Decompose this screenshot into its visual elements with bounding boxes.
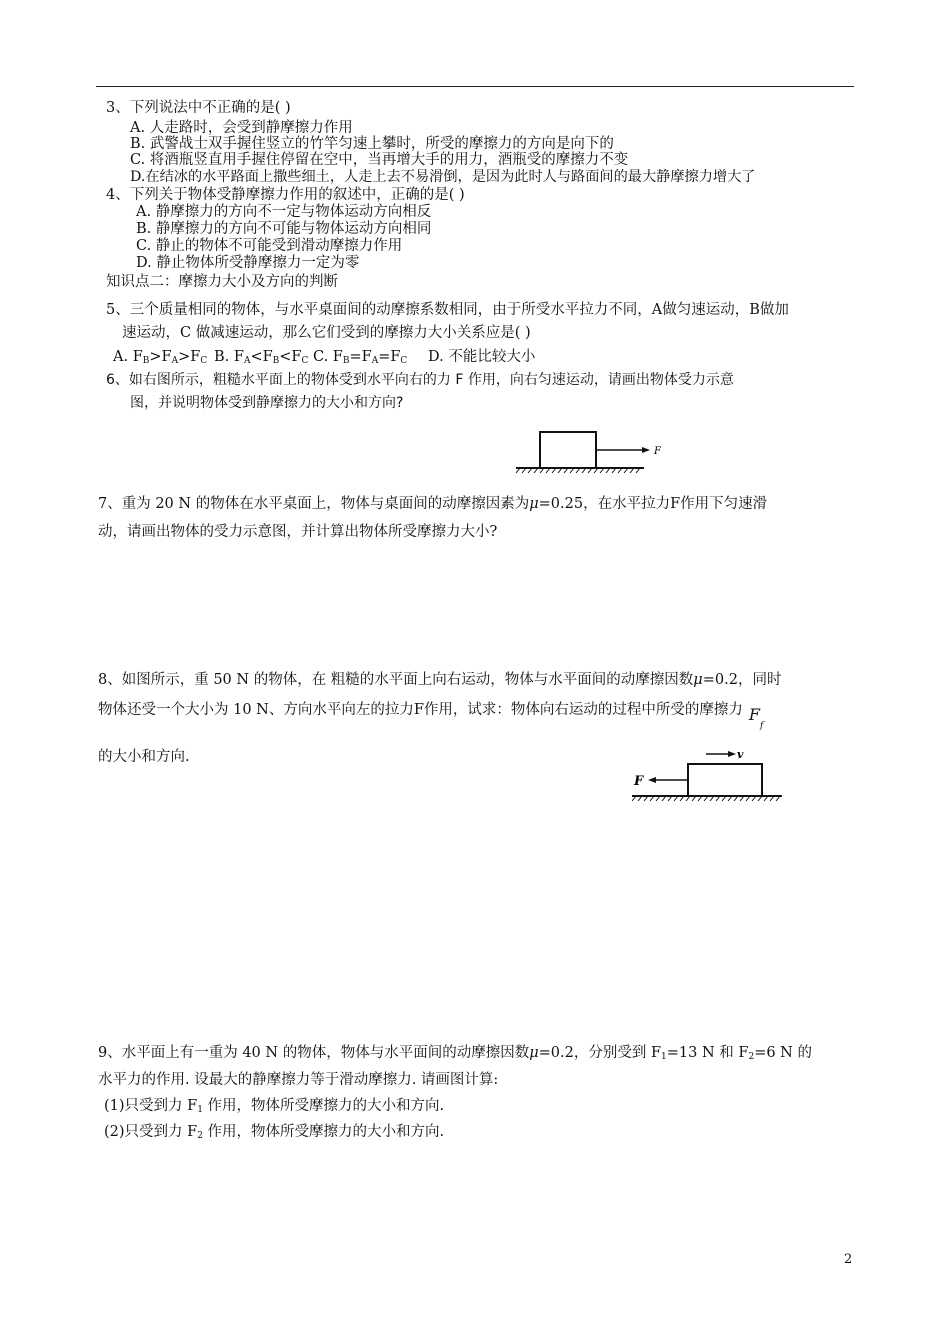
q8-line2: 物体还受一个大小为 10 N、方向水平向左的拉力F作用，试求：物体向右运动的过程中所受的摩擦力 $F_f$ bbox=[98, 702, 764, 731]
q9-line2: 水平力的作用. 设最大的静摩擦力等于滑动摩擦力. 请画图计算: bbox=[98, 1072, 499, 1088]
q4-option-b: B. 静摩擦力的方向不可能与物体运动方向相同 bbox=[136, 221, 432, 237]
q3-option-b: B. 武警战士双手握住竖立的竹竿匀速上攀时，所受的摩擦力的方向是向下的 bbox=[130, 136, 614, 152]
q3-stem: 3、下列说法中不正确的是( ) bbox=[106, 100, 291, 116]
q8-block-diagram bbox=[632, 742, 792, 804]
q8-velocity-label: v bbox=[737, 748, 744, 761]
q4-option-c: C. 静止的物体不可能受到滑动摩擦力作用 bbox=[136, 238, 403, 254]
q4-option-d: D. 静止物体所受静摩擦力一定为零 bbox=[136, 255, 360, 271]
header-rule bbox=[96, 86, 854, 87]
q9-sub2: (2)只受到力 $F_2$ 作用，物体所受摩擦力的大小和方向. bbox=[104, 1124, 445, 1141]
q8-line1: 8、如图所示，重 50 N 的物体，在 粗糙的水平面上向右运动，物体与水平面间的动摩擦因数μ=0.2，同时 bbox=[98, 672, 782, 688]
q6-line2: 图，并说明物体受到静摩擦力的大小和方向? bbox=[130, 395, 404, 411]
q6-block-diagram bbox=[512, 428, 672, 476]
q5-option-a: A. $F_B>F_A>F_C$ bbox=[113, 349, 208, 366]
q9-sub1: (1)只受到力 $F_1$ 作用，物体所受摩擦力的大小和方向. bbox=[104, 1098, 445, 1115]
q4-stem: 4、下列关于物体受静摩擦力作用的叙述中，正确的是( ) bbox=[106, 187, 465, 203]
q4-option-a: A. 静摩擦力的方向不一定与物体运动方向相反 bbox=[136, 204, 432, 220]
q6-line1: 6、如右图所示，粗糙水平面上的物体受到水平向右的力 F 作用，向右匀速运动，请画出物体受力示意 bbox=[106, 372, 734, 388]
q3-option-c: C. 将酒瓶竖直用手握住停留在空中，当再增大手的用力，酒瓶受的摩擦力不变 bbox=[130, 152, 629, 168]
q7-line2: 动，请画出物体的受力示意图，并计算出物体所受摩擦力大小? bbox=[98, 524, 498, 540]
q8-line3: 的大小和方向. bbox=[98, 749, 190, 765]
section-heading: 知识点二：摩擦力大小及方向的判断 bbox=[106, 274, 338, 290]
q8-force-label: F bbox=[634, 774, 644, 789]
q3-option-d: D.在结冰的水平路面上撒些细土，人走上去不易滑倒，是因为此时人与路面间的最大静摩擦力增大了 bbox=[130, 169, 756, 185]
q6-force-label: F bbox=[654, 446, 661, 457]
q5-option-c: C. $F_B=F_A=F_C$ bbox=[313, 349, 408, 366]
q7-line1: 7、重为 20 N 的物体在水平桌面上，物体与桌面间的动摩擦因素为μ=0.25，在水平拉力F作用下匀速滑 bbox=[98, 496, 768, 512]
q9-line1: 9、水平面上有一重为 40 N 的物体，物体与水平面间的动摩擦因数μ=0.2，分别受到 $F_1=13$ N 和 $F_2=6$ N 的 bbox=[98, 1045, 812, 1062]
q5-line1: 5、三个质量相同的物体，与水平桌面间的动摩擦系数相同，由于所受水平拉力不同，A做匀速运动，B做加 bbox=[106, 302, 789, 318]
q3-option-a: A. 人走路时，会受到静摩擦力作用 bbox=[130, 120, 353, 136]
q5-option-b: B. $F_A<F_B<F_C$ bbox=[214, 349, 309, 366]
q5-line2: 速运动，C 做减速运动，那么它们受到的摩擦力大小关系应是( ) bbox=[122, 325, 531, 341]
q5-option-d: D. 不能比较大小 bbox=[428, 349, 536, 365]
page-number: 2 bbox=[844, 1252, 853, 1267]
